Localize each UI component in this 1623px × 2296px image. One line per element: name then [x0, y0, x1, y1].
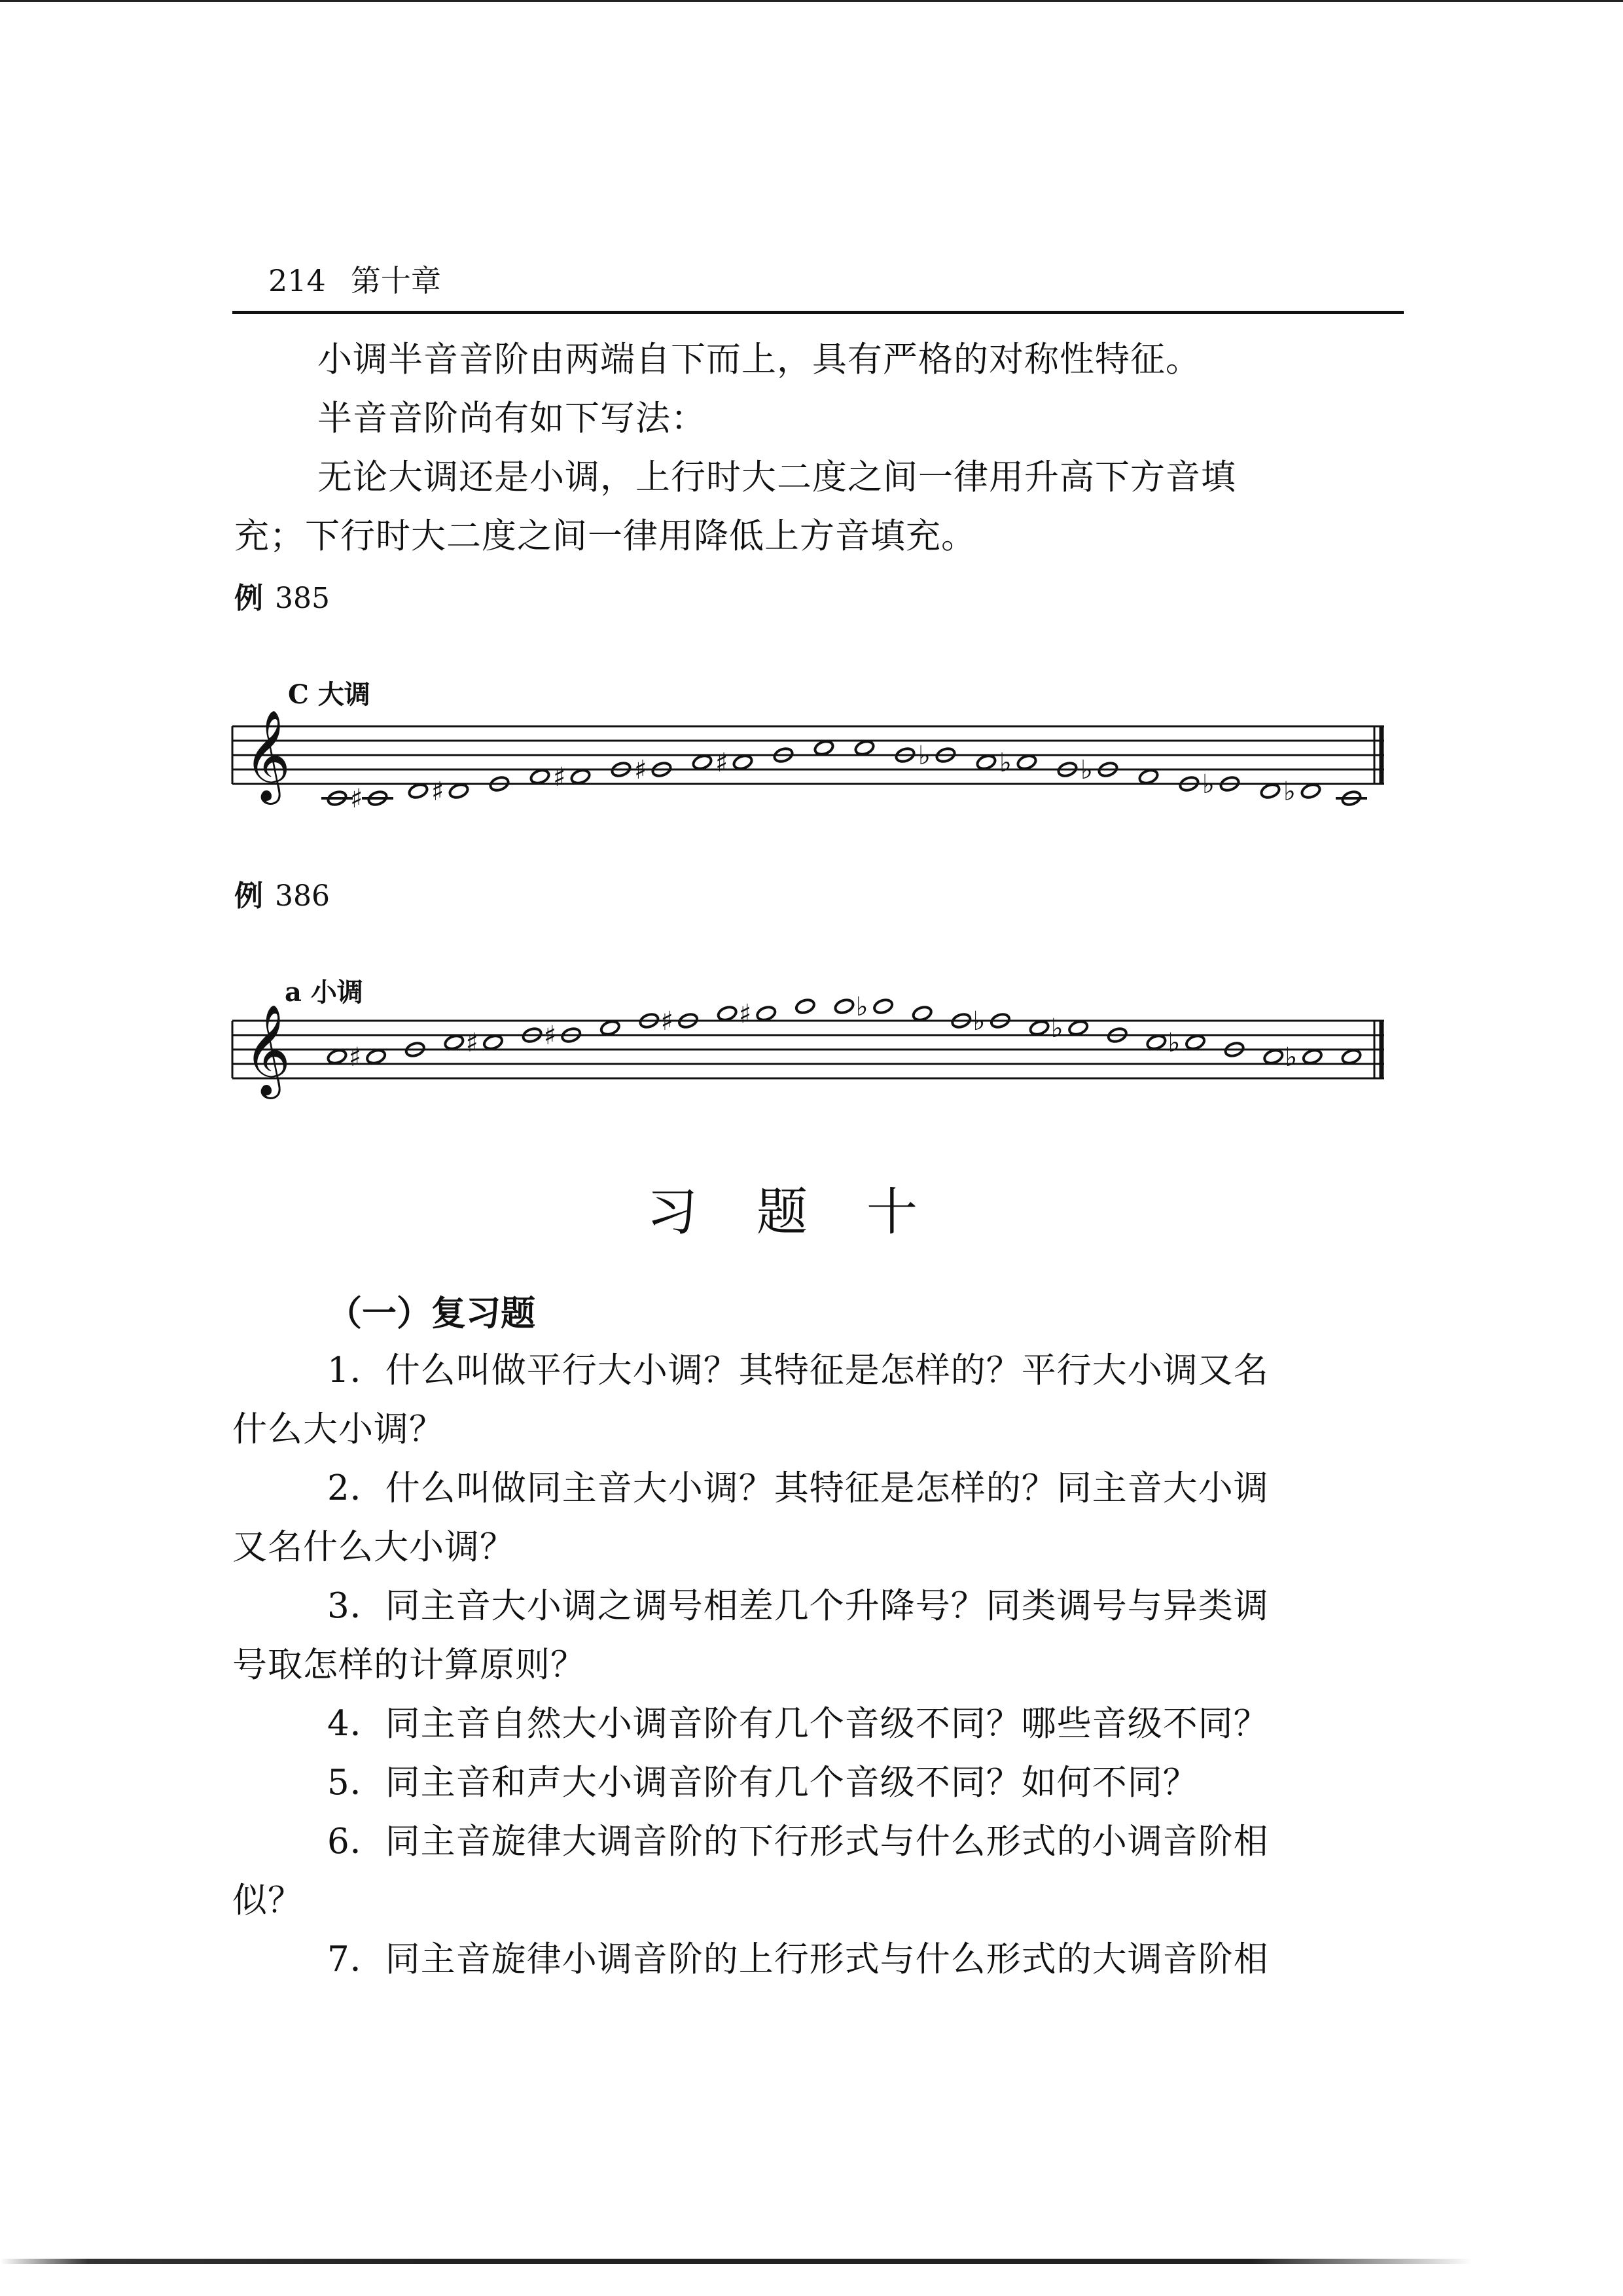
intro-line-3a: 无论大调还是小调，上行时大二度之间一律用升高下方音填: [317, 457, 1236, 497]
whole-note: [912, 1005, 933, 1022]
whole-note: [1263, 1048, 1284, 1065]
sharp-icon: ♯: [348, 1042, 361, 1072]
flat-icon: ♭: [972, 1006, 986, 1036]
question-1: 1．什么叫做平行大小调？其特征是怎样的？平行大小调又名: [327, 1351, 1269, 1390]
flat-icon: ♭: [1080, 755, 1093, 785]
whole-note: [834, 998, 855, 1015]
page-number: 214: [268, 263, 326, 298]
question-7: 7．同主音旋律小调音阶的上行形式与什么形式的大调音阶相: [327, 1939, 1269, 1979]
chapter-title: 第十章: [350, 263, 441, 298]
intro-line-3b: 充；下行时大二度之间一律用降低上方音填充。: [234, 516, 976, 556]
page-top-border: [0, 0, 1623, 2]
question-3: 3．同主音大小调之调号相差几个升降号？同类调号与异类调: [327, 1586, 1269, 1626]
whole-note: [1300, 783, 1321, 800]
whole-note: [1185, 1034, 1205, 1051]
example-385-notes: [321, 739, 1367, 814]
whole-note: [976, 754, 997, 771]
intro-line-2: 半音音阶尚有如下写法：: [317, 398, 706, 438]
flat-icon: ♭: [999, 748, 1012, 778]
flat-icon: ♭: [1202, 769, 1215, 800]
treble-clef-icon: 𝄞: [244, 710, 291, 801]
whole-note: [692, 754, 713, 771]
question-3-cont: 号取怎样的计算原则？: [232, 1645, 586, 1685]
sharp-icon: ♯: [431, 777, 444, 807]
question-1-cont: 什么大小调？: [232, 1409, 444, 1449]
whole-note: [1029, 1019, 1050, 1036]
question-6-cont: 似？: [232, 1881, 303, 1920]
whole-note: [408, 783, 429, 800]
flat-icon: ♭: [918, 741, 931, 771]
example-386-key: a 小调: [285, 977, 363, 1008]
whole-note: [854, 739, 875, 756]
sharp-icon: ♯: [715, 748, 728, 778]
whole-note: [599, 1019, 620, 1036]
exercise-title: 习题十: [646, 1183, 976, 1242]
question-5: 5．同主音和声大小调音阶有几个音级不同？如何不同？: [327, 1763, 1198, 1803]
sharp-icon: ♯: [634, 755, 647, 785]
example-385-label: 例 385: [234, 582, 330, 615]
whole-note: [448, 783, 469, 800]
treble-clef-icon: 𝄞: [244, 1004, 291, 1095]
sharp-icon: ♯: [350, 784, 363, 814]
example-386-label: 例 386: [234, 879, 330, 913]
example-385-staff: [226, 700, 1410, 844]
flat-icon: ♭: [1050, 1014, 1063, 1044]
flat-icon: ♭: [855, 992, 868, 1022]
whole-note: [1341, 1048, 1362, 1065]
question-2-cont: 又名什么大小调？: [232, 1527, 515, 1567]
whole-note: [1138, 768, 1159, 785]
section-heading: （一）复习题: [327, 1293, 535, 1333]
sharp-icon: ♯: [660, 1006, 673, 1036]
example-385-key: C 大调: [288, 679, 370, 710]
flat-icon: ♭: [1283, 777, 1296, 807]
whole-note: [482, 1034, 503, 1051]
whole-note: [1302, 1048, 1323, 1065]
sharp-icon: ♯: [553, 762, 566, 792]
running-head: [268, 257, 466, 300]
whole-note: [327, 1048, 348, 1065]
sharp-icon: ♯: [738, 999, 752, 1029]
whole-note: [1067, 1019, 1088, 1036]
whole-note: [794, 998, 815, 1015]
sharp-icon: ♯: [543, 1021, 557, 1051]
whole-note: [1146, 1034, 1167, 1051]
whole-note: [1260, 783, 1281, 800]
page-bottom-scan-line: [0, 2259, 1472, 2264]
question-6: 6．同主音旋律大调音阶的下行形式与什么形式的小调音阶相: [327, 1822, 1269, 1862]
question-2: 2．什么叫做同主音大小调？其特征是怎样的？同主音大小调: [327, 1468, 1269, 1508]
intro-line-1: 小调半音音阶由两端自下而上，具有严格的对称性特征。: [317, 340, 1201, 380]
staff-lines: [232, 1021, 1384, 1078]
whole-note: [365, 1048, 386, 1065]
whole-note: [444, 1034, 465, 1051]
question-4: 4．同主音自然大小调音阶有几个音级不同？哪些音级不同？: [327, 1704, 1269, 1744]
flat-icon: ♭: [1168, 1028, 1181, 1058]
flat-icon: ♭: [1285, 1042, 1298, 1072]
whole-note: [756, 1005, 777, 1022]
whole-note: [872, 998, 893, 1015]
sharp-icon: ♯: [465, 1028, 478, 1058]
example-386-notes: [327, 992, 1362, 1072]
whole-note: [570, 768, 591, 785]
whole-note: [529, 768, 550, 785]
header-rule: [232, 311, 1404, 314]
whole-note: [1016, 754, 1037, 771]
whole-note: [717, 1005, 738, 1022]
whole-note: [732, 754, 753, 771]
whole-note: [813, 739, 834, 756]
